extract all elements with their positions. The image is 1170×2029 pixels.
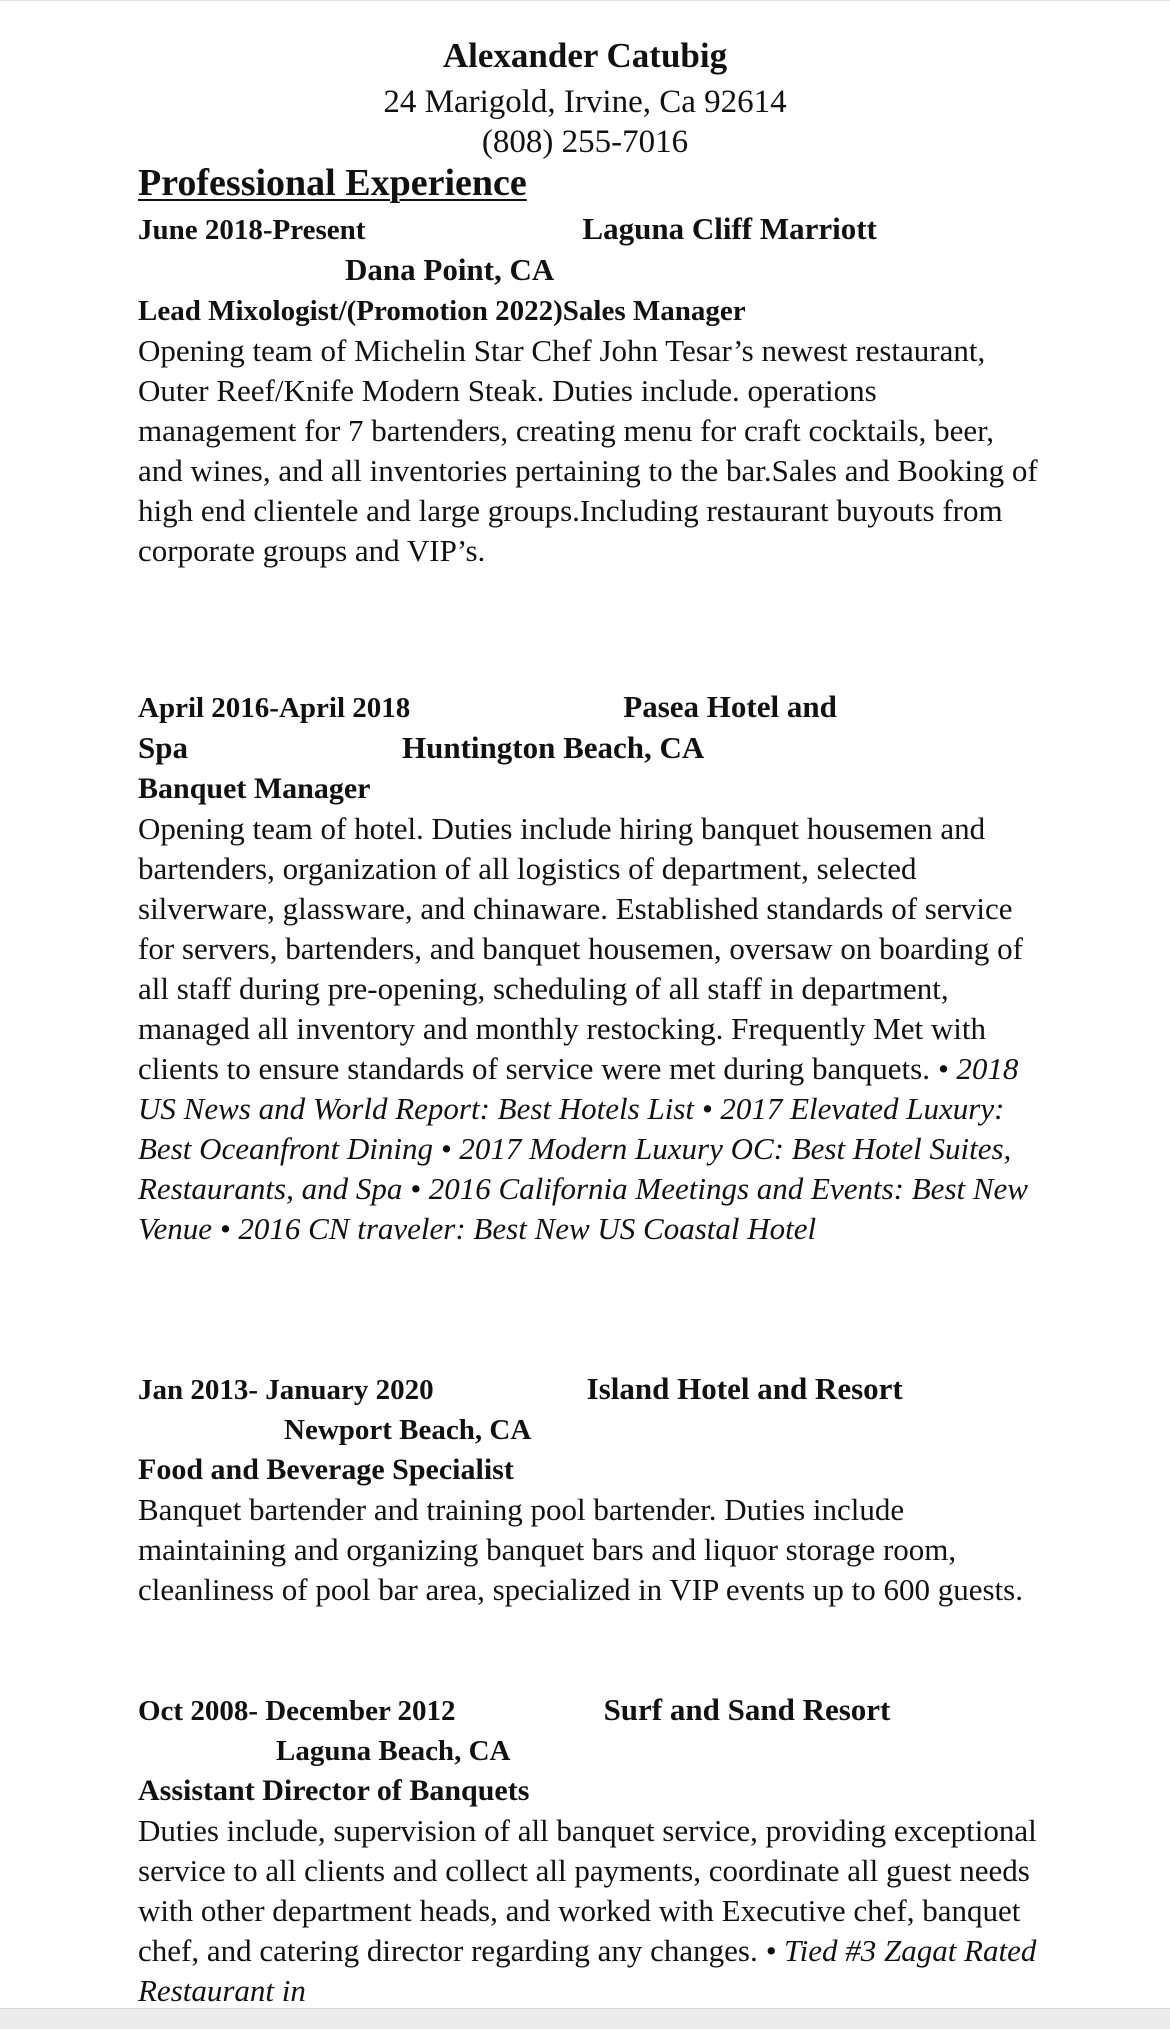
candidate-phone: (808) 255-7016 xyxy=(481,124,689,160)
job-company-location-row xyxy=(138,728,1038,769)
job-entry xyxy=(138,209,1038,571)
job-title: Lead Mixologist/(Promotion 2022)Sales Manager xyxy=(138,295,746,327)
job-title: Food and Beverage Specialist xyxy=(138,1453,514,1486)
job-honors: • Tied #3 Zagat Rated Restaurant in xyxy=(138,1933,1037,2008)
job-description-text: Duties include, supervision of all banquet service, providing exceptional service to all clients and collect all payments, coordinate all guest needs with other department heads, and worked with Executive chef, banquet chef, and catering director regarding any changes. xyxy=(138,1813,1037,1968)
job-description-text: Banquet bartender and training pool bartender. Duties include maintaining and organizing banquet bars and liquor storage room, cleanliness of pool bar area, specialized in VIP events up to 600 guests. xyxy=(138,1492,1023,1607)
job-dates: June 2018-Present xyxy=(138,214,366,246)
job-description xyxy=(138,809,1038,1249)
job-location: Newport Beach, CA xyxy=(284,1414,532,1446)
bottom-scroll-bar[interactable] xyxy=(0,2008,1170,2029)
job-description xyxy=(138,331,1038,571)
resume-header xyxy=(0,29,1170,162)
section-title-professional-experience: Professional Experience xyxy=(138,162,527,204)
job-location-row xyxy=(138,250,1038,291)
candidate-address: 24 Marigold, Irvine, Ca 92614 xyxy=(383,84,787,120)
job-description-text: Opening team of hotel. Duties include hiring banquet housemen and bartenders, organization of all logistics of department, selected silverware, glassware, and chinaware. Established standards of service for servers, bartenders, and banquet housemen, oversaw on boarding of all staff during pre-opening, scheduling of all staff in department, managed all inventory and monthly restocking. Frequently Met with clients to ensure standards of service were met during banquets. xyxy=(138,811,1023,1086)
job-dates-company-row xyxy=(138,1690,1038,1731)
job-title: Assistant Director of Banquets xyxy=(138,1774,530,1807)
job-title: Banquet Manager xyxy=(138,772,371,805)
job-company: Laguna Cliff Marriott xyxy=(582,211,877,246)
job-location: Laguna Beach, CA xyxy=(276,1735,511,1767)
job-location-row xyxy=(138,1731,1038,1771)
job-dates: April 2016-April 2018 xyxy=(138,692,411,724)
job-dates: Jan 2013- January 2020 xyxy=(138,1374,434,1406)
job-company: Pasea Hotel and xyxy=(623,689,837,724)
job-company: Surf and Sand Resort xyxy=(603,1692,891,1727)
job-company-continued: Spa xyxy=(138,730,188,765)
job-entry xyxy=(138,687,1038,1249)
job-company: Island Hotel and Resort xyxy=(586,1371,903,1406)
job-entry xyxy=(138,1369,1038,1610)
job-description xyxy=(138,1811,1038,2011)
candidate-name: Alexander Catubig xyxy=(442,36,728,75)
job-dates-company-row xyxy=(138,1369,1038,1410)
job-location-row xyxy=(138,1410,1038,1450)
job-description xyxy=(138,1490,1038,1610)
job-dates-company-row xyxy=(138,209,1038,250)
job-dates: Oct 2008- December 2012 xyxy=(138,1695,456,1727)
job-honors: • 2018 US News and World Report: Best Hotels List • 2017 Elevated Luxury: Best Oceanfront Dining • 2017 Modern Luxury OC: Best Hotel Suites, Restaurants, and Spa • 2016 California Meetings and Events: Best New Venue • 2016 CN traveler: Best New US Coastal Hotel xyxy=(138,1051,1028,1246)
job-entry xyxy=(138,1690,1038,2011)
job-location: Huntington Beach, CA xyxy=(401,730,705,765)
job-description-text: Opening team of Michelin Star Chef John Tesar’s newest restaurant, Outer Reef/Knife Modern Steak. Duties include. operations management for 7 bartenders, creating menu for craft cocktails, beer, and wines, and all inventories pertaining to the bar.Sales and Booking of high end clientele and large groups.Including restaurant buyouts from corporate groups and VIP’s. xyxy=(138,333,1038,568)
job-location: Dana Point, CA xyxy=(345,252,555,287)
job-dates-company-row xyxy=(138,687,1038,728)
